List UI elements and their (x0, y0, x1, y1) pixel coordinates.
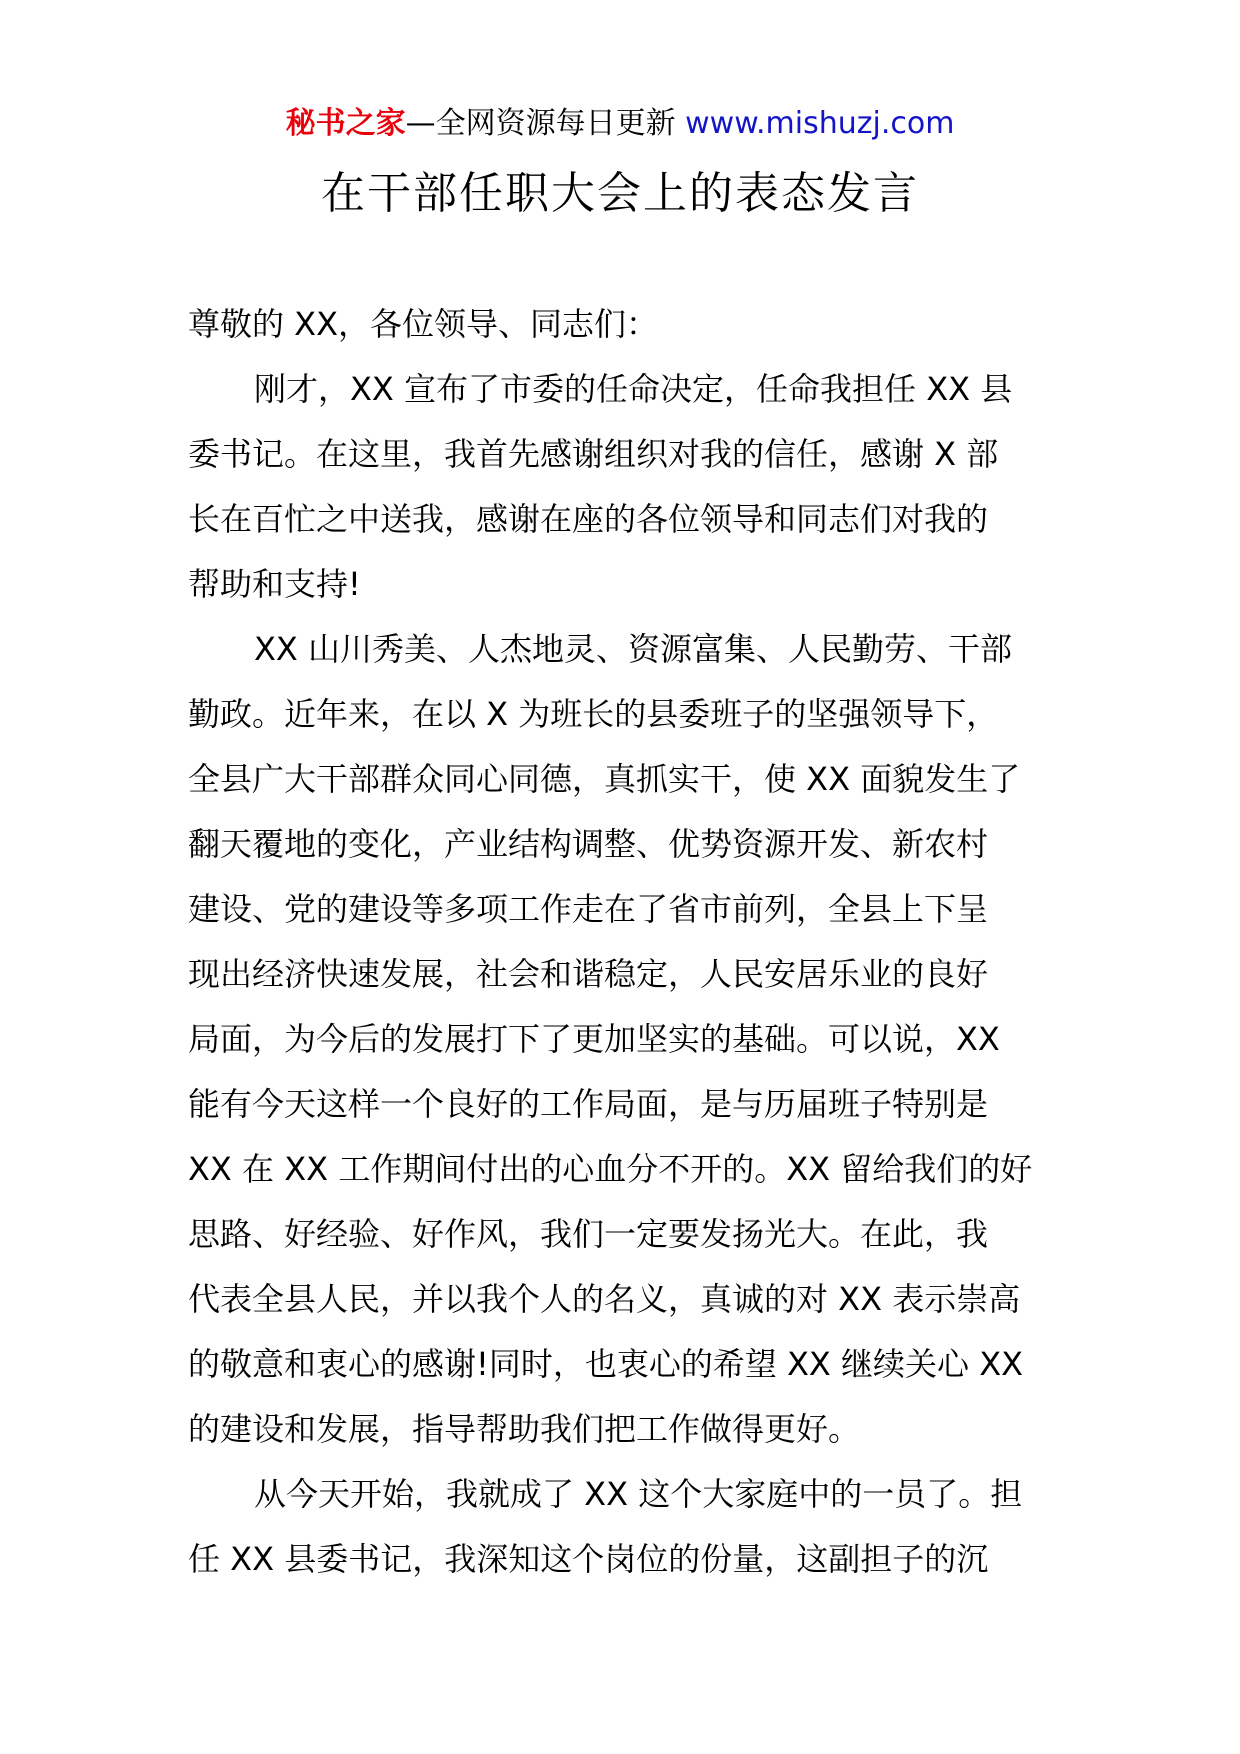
salutation-line: 尊敬的 XX，各位领导、同志们： (188, 305, 659, 343)
document-body (188, 292, 1050, 1592)
paragraph-line: 思路、好经验、好作风，我们一定要发扬光大。在此，我 (188, 1215, 989, 1253)
paragraph-line: 全县广大干部群众同心同德，真抓实干，使 XX 面貌发生了 (188, 760, 1021, 798)
paragraph-line: 现出经济快速发展，社会和谐稳定，人民安居乐业的良好 (188, 955, 989, 993)
paragraph-line: 局面，为今后的发展打下了更加坚实的基础。可以说，XX (188, 1020, 1000, 1058)
paragraph-line: 的建设和发展，指导帮助我们把工作做得更好。 (188, 1410, 861, 1448)
paragraph-line: 的敬意和衷心的感谢!同时，也衷心的希望 XX 继续关心 XX (188, 1345, 1024, 1383)
paragraph-line: 建设、党的建设等多项工作走在了省市前列，全县上下呈 (188, 890, 989, 928)
site-banner (0, 104, 1240, 144)
paragraph-line: XX 在 XX 工作期间付出的心血分不开的。XX 留给我们的好 (188, 1150, 1033, 1188)
paragraph-line: 刚才，XX 宣布了市委的任命决定，任命我担任 XX 县 (254, 370, 1013, 408)
paragraph-line: 代表全县人民，并以我个人的名义，真诚的对 XX 表示崇高 (188, 1280, 1021, 1318)
paragraph-line: 翻天覆地的变化，产业结构调整、优势资源开发、新农村 (188, 825, 989, 863)
paragraph-line: 帮助和支持! (188, 565, 361, 603)
paragraph-line: 任 XX 县委书记，我深知这个岗位的份量，这副担子的沉 (188, 1540, 989, 1578)
paragraph-line: 勤政。近年来，在以 X 为班长的县委班子的坚强领导下， (188, 695, 999, 733)
paragraph-line: 长在百忙之中送我，感谢在座的各位领导和同志们对我的 (188, 500, 989, 538)
paragraph-line: 能有今天这样一个良好的工作局面，是与历届班子特别是 (188, 1085, 989, 1123)
paragraph-line: 从今天开始，我就成了 XX 这个大家庭中的一员了。担 (254, 1475, 1023, 1513)
brand-name: 秘书之家 (285, 106, 406, 141)
site-url-link[interactable]: www.mishuzj.com (685, 106, 955, 141)
paragraph-line: 委书记。在这里，我首先感谢组织对我的信任，感谢 X 部 (188, 435, 999, 473)
paragraph-line: XX 山川秀美、人杰地灵、资源富集、人民勤劳、干部 (254, 630, 1013, 668)
brand-slogan: —全网资源每日更新 (405, 106, 686, 141)
document-title: 在干部任职大会上的表态发言 (321, 168, 919, 219)
